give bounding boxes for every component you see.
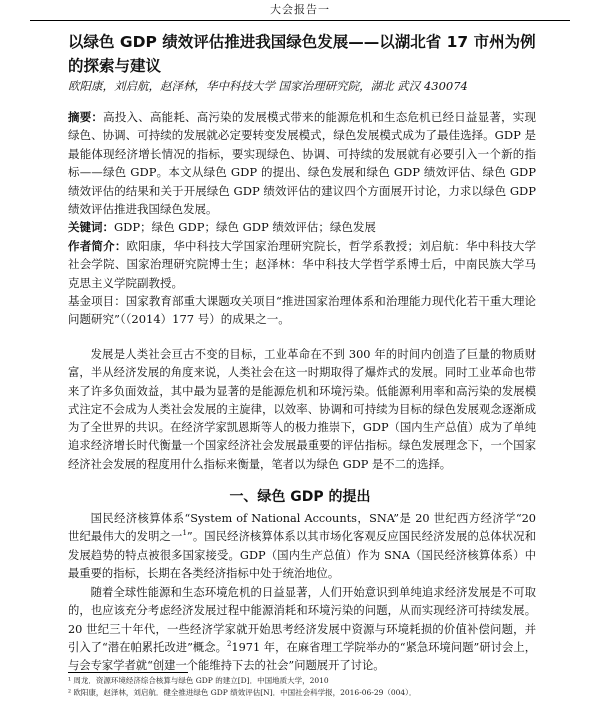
running-header: 大会报告一 bbox=[270, 3, 330, 16]
abstract-label: 摘要： bbox=[68, 110, 104, 124]
footnote-1: ¹ 周龙．资源环境经济综合核算与绿色 GDP 的建立[D]．中国地质大学，2010 bbox=[68, 676, 329, 685]
author-bio-text: 欧阳康，华中科技大学国家治理研究院长，哲学系教授；刘启航：华中科技大学社会学院、国家治理研究院博士生；赵泽林：华中科技大学哲学系博士后，中南民族大学马克思主义学院副教授。 bbox=[68, 239, 537, 290]
author-bio bbox=[68, 237, 536, 292]
header-rule bbox=[30, 20, 570, 21]
footnote-rule bbox=[68, 672, 188, 673]
footnote-ref-2: 2 bbox=[226, 640, 232, 649]
paper-authors: 欧阳康，刘启航，赵泽林，华中科技大学 国家治理研究院，湖北 武汉 430074 bbox=[68, 79, 468, 93]
section1-para1-text-cont: ”。国民经济核算体系以其市场化客观反应国民经济发展的总体状况和发展趋势的特点被很多国家接受。GDP（国内生产总值）作为 SNA（国民经济核算体系）中最重要的指标，长期在各类经济指标中处于统治地位。 bbox=[68, 530, 536, 580]
section1-para2-text-cont: 1971 年，在麻省理工学院举办的“紧急环境问题”研讨会上，与会专家学者就“创建一个能维持下去的社会”问题展开了讨论。 bbox=[68, 640, 536, 673]
abstract-text: 高投入、高能耗、高污染的发展模式带来的能源危机和生态危机已经日益显著，实现绿色、协调、可持续的发展就必定要转变发展模式，绿色发展模式成为了最佳选择。GDP 是最能体现经济增长情况的指标，要实现绿色、协调、可持续的发展就有必要引入一个新的指标——绿色 GDP。本文从绿色 GDP 的提出、绿色发展和绿色 GDP 绩效评估、绿色 GDP 绩效评估的结果和关于开展绿色 GDP 绩效评估的建议四个方面展开讨论，力求以绿色 GDP 绩效评估推进我国绿色发展。 bbox=[68, 110, 537, 217]
keywords-text: GDP；绿色 GDP；绿色 GDP 绩效评估；绿色发展 bbox=[114, 220, 376, 234]
abstract bbox=[68, 108, 536, 218]
section1-paragraph-1 bbox=[68, 510, 536, 583]
keywords-label: 关键词： bbox=[68, 220, 114, 234]
footnotes bbox=[68, 675, 538, 699]
section1-para1-text: 国民经济核算体系“System of National Accounts，SNA”是 20 世纪西方经济学“20 世纪最伟大的发明之一 bbox=[68, 512, 536, 544]
keywords bbox=[68, 218, 536, 236]
paper-title: 以绿色 GDP 绩效评估推进我国绿色发展——以湖北省 17 市州为例的探索与建议 bbox=[68, 33, 536, 75]
footnote-ref-1: 1 bbox=[182, 529, 187, 538]
author-bio-label: 作者简介： bbox=[68, 239, 127, 253]
section1-paragraph-2 bbox=[68, 584, 536, 675]
section-heading: 一、绿色 GDP 的提出 bbox=[229, 489, 371, 505]
funding-text: 基金项目：国家教育部重大课题攻关项目“推进国家治理体系和治理能力现代化若干重大理论问题研究”（（2014）177 号）的成果之一。 bbox=[68, 294, 536, 327]
funding bbox=[68, 292, 536, 329]
intro-paragraph: 发展是人类社会亘古不变的目标，工业革命在不到 300 年的时间内创造了巨量的物质财富，半从经济发展的角度来说，人类社会在这一时期取得了爆炸式的发展。同时工业革命也带来了许多负面效益，其中最为显著的是能源危机和环境污染。低能源利用率和高污染的发展模式注定不会成为人类社会发展的主旋律，以效率、协调和可持续为目标的绿色发展观念逐渐成为了全世界的共识。在经济学家凯恩斯等人的极力推崇下，GDP（国内生产总值）成为了单纯追求经济增长时代衡量一个国家经济社会发展最重要的评估指标。绿色发展理念下，一个国家经济社会发展的程度用什么指标来衡量，笔者以为绿色 GDP 是不二的选择。 bbox=[68, 348, 536, 471]
section1-para2-text: 随着全球性能源和生态环境危机的日益显著，人们开始意识到单纯追求经济发展是不可取的，也应该充分考虑经济发展过程中能源消耗和环境污染的问题，从而实现经济可持续发展。20 世纪三十年代，一些经济学家就开始思考经济发展中资源与环境耗损的价值补偿问题，并引入了“潜在帕累托改进”概念。 bbox=[68, 586, 536, 654]
footnote-2: ² 欧阳康，赵泽林，刘启航．健全推进绿色 GDP 绩效评估[N]．中国社会科学报，2016-06-29（004）． bbox=[68, 688, 417, 697]
